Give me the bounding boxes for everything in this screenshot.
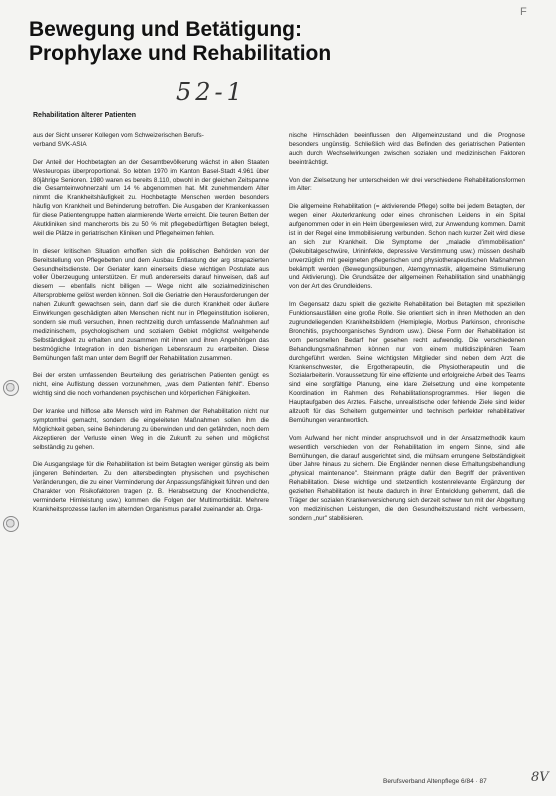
paragraph: Der kranke und hilflose alte Mensch wird im Rahmen der Rehabilitation nicht nur symptomfrei gemacht, sondern die eingeleiteten Maßnahmen sollen ihm die Möglichkeit geben, seine Behinderung zu überwinden und den gefährden, noch dem Akzeptieren der Verluste einen Weg in die Zukunft zu sehen und möglichst selbständig zu gehen. (33, 408, 269, 451)
right-column (289, 132, 525, 533)
section-heading: Rehabilitation älterer Patienten (33, 112, 137, 119)
paragraph: Vom Aufwand her nicht minder anspruchsvoll und in der Ansatzmethodik kaum wesentlich verschieden von der Rehabilitation im engern Sinne, sind alle Bemühungen, die darauf ausgerichtet sind, die mühsam errungene Selbständigkeit über Jahre hinaus zu sichern. Die Engländer nennen diese Erhaltungsbehandlung „physical maintenance". Steinmann prägte dafür den Begriff der präventiven Rehabilitation. Diese wichtige und stetzentlich kostenrelevante Ergänzung der gezielten Rehabilitation ist heute dadurch in ihrer Entwicklung gehemmt, daß die Träger der sozialen Krankenversicherung sich derzeit schwer tun mit der Abgeltung von medizinischen Leistungen, die den Gesundheitszustand nicht verbessern, sondern „nur" stabilisieren. (289, 434, 525, 522)
binding-hole-icon (3, 380, 19, 396)
paragraph: Bei der ersten umfassenden Beurteilung des geriatrischen Patienten genügt es nicht, eine Auflistung dessen vorzunehmen, „was dem Patienten fehlt". Ebenso wichtig sind die noch vorhandenen psychischen und körperlichen Fähigkeiten. (33, 372, 269, 398)
page-corner-mark: F (520, 6, 527, 18)
page-title: Bewegung und Betätigung: Prophylaxe und Rehabilitation (29, 18, 332, 65)
page-footer: Berufsverband Altenpflege 6/84 · 87 (383, 778, 487, 785)
paragraph: In dieser kritischen Situation erhoffen sich die politischen Behörden von der Bereitstellung von Pflegebetten und dem Ausbau Entlastung der arg strapazierten Gesundheitsdienste. Der Geriater kann einerseits diese wichtigen Postulate aus voller Überzeugung unterstützen. Er muß andererseits darauf hinweisen, daß auf diesem — ebenfalls nicht billigen — Wege nicht alle sozialmedizinischen Altersprobleme gelöst werden können. Soll die Geriatrie den Herausforderungen der nahen Zukunft gewachsen sein, dann darf sie die durch Krankheit oder äußere Einwirkungen geschädigten alten Menschen nicht nur in Pflegeinstitution isolieren, sondern sie muß versuchen, ihnen rechtzeitig durch umfassende Maßnahmen auf medizinischem, psychologischem und sozialem Gebiet möglichst weitgehende Selbständigkeit zu erhalten und zusammen mit ihnen und ihren Angehörigen das bestmögliche Integration in den bisherigen Lebensraum zu erarbeiten. Diese Bemühungen faßt man unter dem Begriff der Rehabilitation zusammen. (33, 247, 269, 362)
paragraph: aus der Sicht unserer Kollegen vom Schweizerischen Berufs- verband SVK-ASIA (33, 132, 204, 148)
left-column (33, 132, 269, 524)
footer-signature: 8V (531, 770, 549, 785)
paragraph: nische Hirnschäden beeinflussen den Allgemeinzustand und die Prognose besonders ungünstig. Schließlich wird das Befinden des geriatrischen Patienten auch durch Wechselwirkungen zwischen sozialen und medizinischen Faktoren beeinträchtigt. (289, 132, 525, 166)
paragraph: Die Ausgangslage für die Rehabilitation ist beim Betagten weniger günstig als beim jüngeren Behinderten. Zu den altersbedingten physischen und psychischen Veränderungen, die zu einer Verminderung der Anpassungsfähigkeit führen und den Charakter von Risikofaktoren tragen (z. B. Herabsetzung der Knochendichte, verminderte Hirnleistung usw.) kommen die Folgen der Multimorbidität. Mehrere Krankheitsprozesse laufen im alternden Organismus parallel zueinander ab. Orga- (33, 461, 269, 513)
binding-hole-icon (3, 516, 19, 532)
handwritten-note: 52-1 (176, 78, 246, 106)
paragraph: Der Anteil der Hochbetagten an der Gesamtbevölkerung wächst in allen Staaten Westeuropas überproportional. So lebten 1970 im Kanton Basel-Stadt 4.961 über 80jährige Senioren. 1980 waren es bereits 8.110, obwohl in der gleichen Zeitspanne die Gesamteinwohnerzahl um 14 % abgenommen hat. Mit zunehmendem Alter nimmt die Krankheitshäufigkeit zu. Hochbetagte Menschen werden besonders häufig von Krankheit und Behinderung betroffen. Die Ausgaben der Krankenkassen für diese Patientengruppe hatten alarmierende Werte erreicht. Die teuren Betten der Akutkliniken sind mancherorts bis zu 50 % mit pflegebedürftigen Betagten belegt, weil die Plätze in geriatrischen Kliniken und Pflegeheimen fehlen. (33, 158, 269, 237)
paragraph: Im Gegensatz dazu spielt die gezielte Rehabilitation bei Betagten mit speziellen Funktionsausfällen eine große Rolle. Sie orientiert sich in ihren Methoden an den zugrundeliegenden Krankheitsbildern (Hemiplegie, Morbus Parkinson, chronische Bronchitis, psychoorganisches Syndrom usw.). Diese Form der Rehabilitation ist vom personellen Bedarf her gesehen recht aufwendig. Die verschiedenen Behandlungsmaßnahmen können nur von einem multidisziplinären Team durchgeführt werden. Seine wichtigsten Mitglieder sind neben dem Arzt die Krankenschwester, die Ergotherapeutin, die Physiotherapeutin und die Sozialarbeiterin. Voraussetzung für eine effiziente und erfolgreiche Arbeit des Teams sind eine sorgfältige Planung, eine klare Zielsetzung und eine kompetente Koordination im Rahmen des Rehabilitationsprogrammes. Hier liegen die Hauptaufgaben des Arztes. Falsche, unrealistische oder fehlende Ziele sind leider allzuoft für das Scheitern gutgemeinter und technisch perfekter rehabilitativer Bemühungen verantwortlich. (289, 301, 525, 424)
paragraph: Von der Zielsetzung her unterscheiden wir drei verschiedene Rehabilitationsformen im Alter: (289, 176, 525, 193)
paragraph: Die allgemeine Rehabilitation (= aktivierende Pflege) sollte bei jedem Betagten, der wegen einer Akuterkrankung oder eines chronischen Leidens in ein Spital aufgenommen oder in ein Heim übergewiesen wird, zur Anwendung kommen. Damit ist in der Regel eine Immobilisierung verbunden. Schon nach kurzer Zeit wird diese an sich zur Krankheit. Die Symptome der „maladie d'immobilisation" (Dekubitalgeschwüre, Urininfekte, depressive Verstimmung usw.) müssen deshalb unverzüglich mit geeigneten pflegerischen und physiotherapeutischen Maßnahmen bekämpft werden (Bewegungsübungen, Atemgymnastik, allgemeine Stimulierung und Aktivierung). Die Grundsätze der allgemeinen Rehabilitation sind unabhängig von der Art des Grundleidens. (289, 203, 525, 291)
